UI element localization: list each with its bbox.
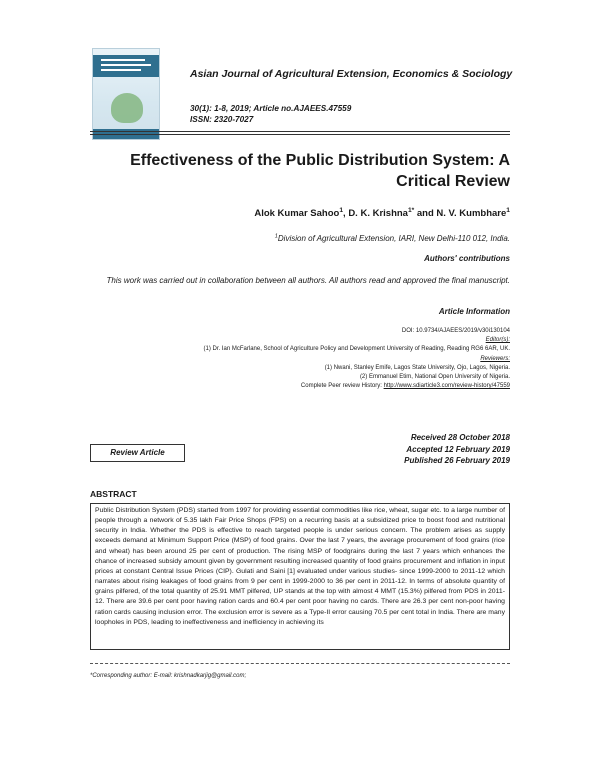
abstract-heading: ABSTRACT [90,489,137,499]
issn: ISSN: 2320-7027 [190,115,254,124]
abstract-box [90,503,510,650]
reviewer-entry: (2) Emmanuel Etim, National Open University of Nigeria. [359,374,510,381]
header-rule-thick [90,131,510,132]
author-name: D. K. Krishna [348,208,408,219]
article-type-badge: Review Article [90,444,185,462]
journal-citation [190,103,351,125]
author-affiliation-mark: 1* [407,206,415,214]
author-affiliation-mark: 1 [506,206,510,214]
author-name: Alok Kumar Sahoo [254,208,340,219]
journal-name: Asian Journal of Agricultural Extension, Economics & Sociology [190,68,513,80]
peer-review-history: Complete Peer review History: http://www.sdiarticle3.com/review-history/47559 [300,383,510,390]
reviewer-entry: (1) Nwani, Stanley Emife, Lagos State University, Ojo, Lagos, Nigeria. [324,364,510,371]
article-info-heading: Article Information [438,307,510,316]
volume-info: 30(1): 1-8, 2019; Article no.AJAEES.47559 [190,104,352,113]
published-date: Published 26 February 2019 [404,456,510,465]
corresponding-author-footnote: *Corresponding author: E-mail: krishnadkarjig@gmail.com; [90,673,247,679]
contributions-text: This work was carried out in collaboration between all authors. All authors read and approved the final manuscript. [106,276,510,285]
article-dates [300,432,510,467]
header-rule-thin [90,134,510,135]
article-info [90,327,510,391]
footnote-divider [90,663,510,664]
editor-entry: (1) Dr. Ian McFarlane, School of Agriculture Policy and Development University of Reading, Reading RG6 6AR, UK. [203,346,510,353]
abstract-text: Public Distribution System (PDS) started from 1997 for providing essential commodities like rice, wheat, sugar etc. to a large number of people through a network of 5.35 lakh Fair Price Shops (FPS) on a recurring basis at a subsidized price to boost food and nutritional security in India. Whether the PDS is effective to reach targeted people is under serious concern. The problem arises as supply exceeds demand at Minimum Support Price (MSP) of food grains. Over the last 7 years, the average procurement of food grains (rice and wheat) has been around 25 per cent of production. The rising MSP of foodgrains during the last 7 years which enhances the chance of increased subsidy amount given by government resulting increased quantity of food grains procurement and inflation in input prices at constant Central Issue Prices (CIP). Gulati and Saini [1] evaluated under various studies- since 1999-2000 to 2011-12 which narrates about rising leakages of food grains from 9 per cent in 1999-2000 to 36 per cent in 2011-12. In terms of absolute quantity of grains pilfered, of the total quantity of 25.91 MMT pilfered, UP stands at the top with almost 4 MMT (15.3%) pilfered from PDS in 2011-12. There are 39.6 per cent poor having ration cards and 60.4 per cent poor having no cards. There are 26.3 per cent non-poor having ration cards causing inclusion error. The exclusion error is severe as a Type-II error causing 70.5 per cent total in India. There are many loopholes in PDS, leading to ineffectiveness and inefficiency in achieving its [95,507,505,626]
received-date: Received 28 October 2018 [410,433,510,442]
doi: DOI: 10.9734/AJAEES/2019/v30i130104 [401,328,510,334]
author-affiliation-mark: 1 [339,206,344,214]
peer-review-link[interactable]: http://www.sdiarticle3.com/review-history/47559 [383,383,510,390]
affiliation: $^1$Division of Agricultural Extension, IARI, New Delhi-110 012, India. [274,233,510,243]
journal-cover-image [92,48,160,140]
accepted-date: Accepted 12 February 2019 [406,444,510,454]
reviewers-label: Reviewers: [480,355,510,362]
author-list: Alok Kumar Sahoo$^1$, D. K. Krishna$^{1*}$ and N. V. Kumbhare$^1$ [254,206,510,219]
author-name: N. V. Kumbhare [436,208,507,219]
editors-label: Editor(s): [485,337,510,344]
paper-title: Effectiveness of the Public Distribution System: A Critical Review [130,152,510,190]
contributions-heading: Authors' contributions [424,254,510,263]
